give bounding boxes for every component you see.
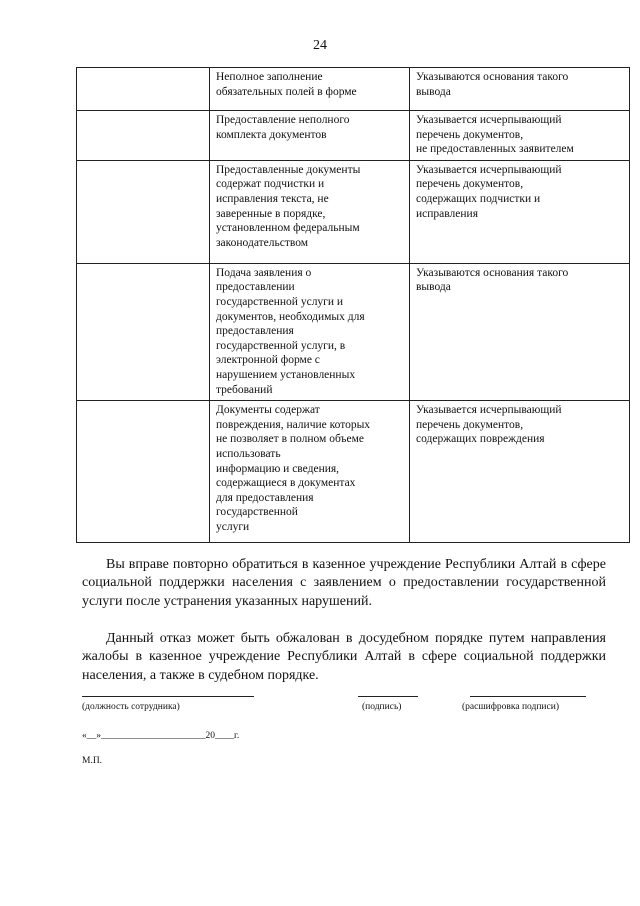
reason-line: предоставления (216, 325, 294, 338)
reason-line: документов, необходимых для (216, 310, 365, 323)
reason-line: для предоставления (216, 491, 314, 504)
explanation-line: вывода (416, 85, 451, 98)
explanation-line: Указываются основания такого (416, 266, 569, 279)
reason-line: содержащиеся в документах (216, 477, 356, 490)
explanation-line: перечень документов, (416, 128, 524, 141)
explanation-cell (410, 401, 630, 543)
reason-line: законодательством (216, 236, 309, 249)
date-line: «__»______________________20____г. (82, 731, 240, 741)
row-index-cell (77, 160, 210, 263)
position-signature-line (82, 696, 254, 697)
row-index-cell (77, 263, 210, 400)
explanation-line: Указывается исчерпывающий (416, 404, 562, 417)
reason-line: государственной (216, 506, 298, 519)
reason-cell (210, 401, 410, 543)
explanation-line: вывода (416, 281, 451, 294)
explanation-line: перечень документов, (416, 178, 524, 191)
paragraph-appeal: Данный отказ может быть обжалован в досудебном порядке путем направления жалобы в казенное учреждение Республики Алтай в сфере социальной поддержки населения, а также в судебном порядке. (82, 631, 606, 683)
explanation-cell (410, 263, 630, 400)
reason-line: не позволяет в полном объеме (216, 433, 364, 446)
reason-line: Документы содержат (216, 404, 320, 417)
reason-line: информацию и сведения, (216, 462, 340, 475)
table-row (77, 160, 630, 263)
row-index-cell (77, 401, 210, 543)
reason-line: установленном федеральным (216, 222, 360, 235)
reason-line: требований (216, 383, 273, 396)
reason-line: услуги (216, 520, 250, 533)
explanation-line: Указывается исчерпывающий (416, 163, 562, 176)
refusal-reasons-table (76, 67, 630, 543)
reason-cell (210, 68, 410, 111)
reason-line: Предоставленные документы (216, 163, 361, 176)
reason-line: обязательных полей в форме (216, 85, 357, 98)
explanation-line: не предоставленных заявителем (416, 143, 574, 156)
explanation-cell (410, 68, 630, 111)
reason-line: заверенные в порядке, (216, 207, 326, 220)
stamp-place: М.П. (82, 756, 103, 766)
table-row (77, 68, 630, 111)
reason-line: нарушением установленных (216, 368, 356, 381)
reason-line: Предоставление неполного (216, 114, 350, 126)
reason-line: повреждения, наличие которых (216, 418, 371, 431)
row-index-cell (77, 111, 210, 161)
reason-line: государственной услуги и (216, 295, 344, 308)
reason-line: Подача заявления о (216, 266, 312, 279)
reason-line: предоставлении (216, 281, 295, 294)
signature-decode-label: (расшифровка подписи) (462, 702, 559, 712)
explanation-line: содержащих повреждения (416, 433, 545, 446)
paragraph-reapply: Вы вправе повторно обратиться в казенное учреждение Республики Алтай в сфере социальной поддержки населения с заявлением о предоставлении государственной услуги после устранения указанных нарушений. (82, 557, 606, 609)
signature-line (358, 696, 418, 697)
signature-label: (подпись) (362, 702, 402, 712)
row-index-cell (77, 68, 210, 111)
explanation-line: Указывается исчерпывающий (416, 114, 562, 126)
name-signature-line (470, 696, 586, 697)
explanation-line: перечень документов, (416, 418, 524, 431)
reason-line: Неполное заполнение (216, 71, 323, 83)
table-row (77, 263, 630, 400)
reason-line: государственной услуги, в (216, 339, 346, 352)
table-row (77, 401, 630, 543)
table-row (77, 111, 630, 161)
reason-line: содержат подчистки и (216, 178, 325, 191)
position-label: (должность сотрудника) (82, 702, 180, 712)
reason-line: исправления текста, не (216, 192, 329, 205)
page-number: 24 (313, 38, 327, 53)
reason-cell (210, 111, 410, 161)
explanation-cell (410, 160, 630, 263)
explanation-line: исправления (416, 207, 478, 220)
explanation-line: Указываются основания такого (416, 71, 569, 83)
explanation-cell (410, 111, 630, 161)
reason-line: электронной форме с (216, 354, 320, 367)
reason-line: комплекта документов (216, 128, 327, 141)
reason-cell (210, 263, 410, 400)
explanation-line: содержащих подчистки и (416, 192, 541, 205)
reason-cell (210, 160, 410, 263)
reason-line: использовать (216, 447, 281, 460)
